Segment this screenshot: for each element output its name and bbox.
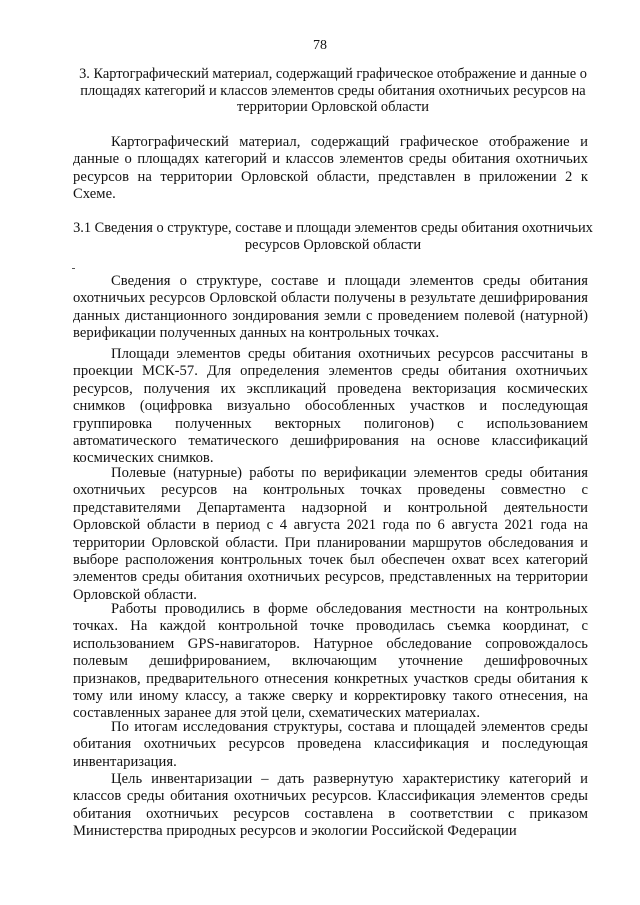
section-3-paragraph: Картографический материал, содержащий графическое отображение и данные о площадях категорий и классов элементов среды обитания охотничьих ресурсов на территории Орловской области, представлен в приложении 2 к Схеме. [73, 134, 588, 203]
section-3-1-paragraph-1: Сведения о структуре, составе и площади элементов среды обитания охотничьих ресурсов Орловской области получены в результате дешифрирования данных дистанционного зондирования земли с проведением полевой (натурной) верификации полученных данных на контрольных точках. [73, 273, 588, 342]
section-3-1-paragraph-3: Полевые (натурные) работы по верификации элементов среды обитания охотничьих ресурсов на контрольных точках проведены совместно с представителями Департамента надзорной и контрольной деятельности Орловской области в период с 4 августа 2021 года по 6 августа 2021 года на территории Орловской области. При планировании маршрутов обследования и выборе расположения контрольных точек был обеспечен охват всех категорий элементов среды обитания охотничьих ресурсов, представленных на территории Орловской области. [73, 465, 588, 603]
section-3-heading: 3. Картографический материал, содержащий графическое отображение и данные о площадях категорий и классов элементов среды обитания охотничьих ресурсов на территории Орловской области [79, 66, 587, 116]
section-3-1-paragraph-4: Работы проводились в форме обследования местности на контрольных точках. На каждой контрольной точке проводилась съемка координат, с использованием GPS-навигаторов. Натурное обследование сопровождалось полевым дешифрированием, включающим уточнение дешифровочных признаков, предварительного отнесения конкретных участков среды обитания к тому или иному классу, а также сверку и корректировку такого отнесения, на составленных заранее для этой цели, схематических материалах. [73, 601, 588, 722]
section-3-1-paragraph-5: По итогам исследования структуры, состава и площадей элементов среды обитания охотничьих ресурсов проведена классификация и последующая инвентаризация. [73, 719, 588, 770]
section-3-1-paragraph-2: Площади элементов среды обитания охотничьих ресурсов рассчитаны в проекции МСК-57. Для определения элементов среды обитания охотничьих ресурсов, получения их экспликаций проведена векторизация космических снимков (оцифровка визуально обособленных участков и последующая группировка полученных векторных полигонов) с использованием автоматического тематического дешифрирования на основе классификаций космических снимков. [73, 346, 588, 467]
section-3-1-paragraph-6: Цель инвентаризации – дать развернутую характеристику категорий и классов среды обитания охотничьих ресурсов. Классификация элементов среды обитания охотничьих ресурсов составлена в соответствии с приказом Министерства природных ресурсов и экологии Российской Федерации [73, 771, 588, 840]
scan-mark [72, 268, 75, 269]
section-3-1-heading: 3.1 Сведения о структуре, составе и площади элементов среды обитания охотничьих ресурсов Орловской области [73, 220, 593, 253]
page-number: 78 [313, 38, 327, 53]
